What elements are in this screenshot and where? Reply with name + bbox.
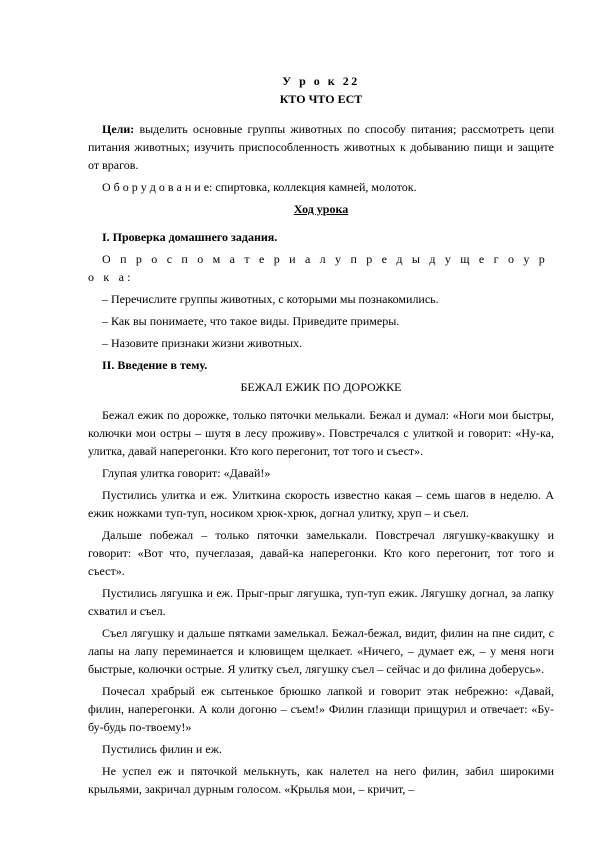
goals-paragraph <box>88 120 554 174</box>
document-page <box>88 72 554 802</box>
section2-title: II. Введение в тему. <box>102 358 208 372</box>
question-item: – Как вы понимаете, что такое виды. Приведите примеры. <box>102 314 400 328</box>
story-paragraph: Съел лягушку и дальше пятками замелькал. Бежал-бежал, видит, филин на пне сидит, с лапы на лапу переминается и клювищем щелкает. «Ничего, – думает еж, – у меня ноги быстрые, колючки острые. Я улитку съел, лягушку съел – сейчас и до филина доберусь». <box>88 626 554 676</box>
story-title: БЕЖАЛ ЕЖИК ПО ДОРОЖКЕ <box>240 380 402 394</box>
equipment-paragraph <box>88 178 554 196</box>
story-paragraph: Бежал ежик по дорожке, только пяточки мелькали. Бежал и думал: «Ноги мои быстры, колючки мои остры – шутя в лесу проживу». Повстречался с улиткой и говорит: «Ну-ка, улитка, давай наперегонки. Кто кого перегонит, тот того и съест». <box>88 408 554 458</box>
story-paragraph: Пустились лягушка и еж. Прыг-прыг лягушка, туп-туп ежик. Лягушку догнал, за лапку схватил и съел. <box>88 586 554 618</box>
story-paragraph: Дальше побежал – только пяточки замелькали. Повстречал лягушку-квакушку и говорит: «Вот что, пучеглазая, давай-ка наперегонки. Кто кого перегонит, тот того и съест». <box>88 528 554 578</box>
story-paragraph: Пустились улитка и еж. Улиткина скорость известно какая – семь шагов в неделю. А ежик ножками туп-туп, носиком хрюк-хрюк, догнал улитку, хруп – и съел. <box>88 488 554 520</box>
question-item: – Перечислите группы животных, с которыми мы познакомились. <box>102 292 439 306</box>
goals-label: Цели: <box>102 122 135 136</box>
course-title: Ход урока <box>293 202 349 216</box>
equipment-text: спиртовка, коллекция камней, молоток. <box>212 180 417 194</box>
section1-title: I. Проверка домашнего задания. <box>102 230 278 244</box>
story-paragraph: Пустились филин и еж. <box>102 742 222 756</box>
equipment-label: О б о р у д о в а н и е: <box>102 180 213 194</box>
lesson-title: КТО ЧТО ЕСТ <box>279 92 363 106</box>
survey-heading: О п р о с п о м а т е р и а л у п р е д ы д у щ е г о у р о к а: <box>88 252 548 284</box>
story-paragraph: Не успел еж и пяточкой мелькнуть, как налетел на него филин, забил широкими крыльями, закричал дурным голосом. «Крылья мои, – кричит, – <box>88 764 554 796</box>
question-item: – Назовите признаки жизни животных. <box>102 336 303 350</box>
story-paragraph: Почесал храбрый еж сытенькое брюшко лапкой и говорит этак небрежно: «Давай, филин, наперегонки. А коли догоню – съем!» Филин глазищи прищурил и отвечает: «Бу-бу-будь по-твоему!» <box>88 684 554 734</box>
lesson-number: У р о к 22 <box>282 74 360 88</box>
story-paragraph: Глупая улитка говорит: «Давай!» <box>102 466 271 480</box>
goals-text: выделить основные группы животных по способу питания; рассмотреть цепи питания животных; изучить приспособленность животных к добыванию пищи и защите от врагов. <box>88 122 554 172</box>
